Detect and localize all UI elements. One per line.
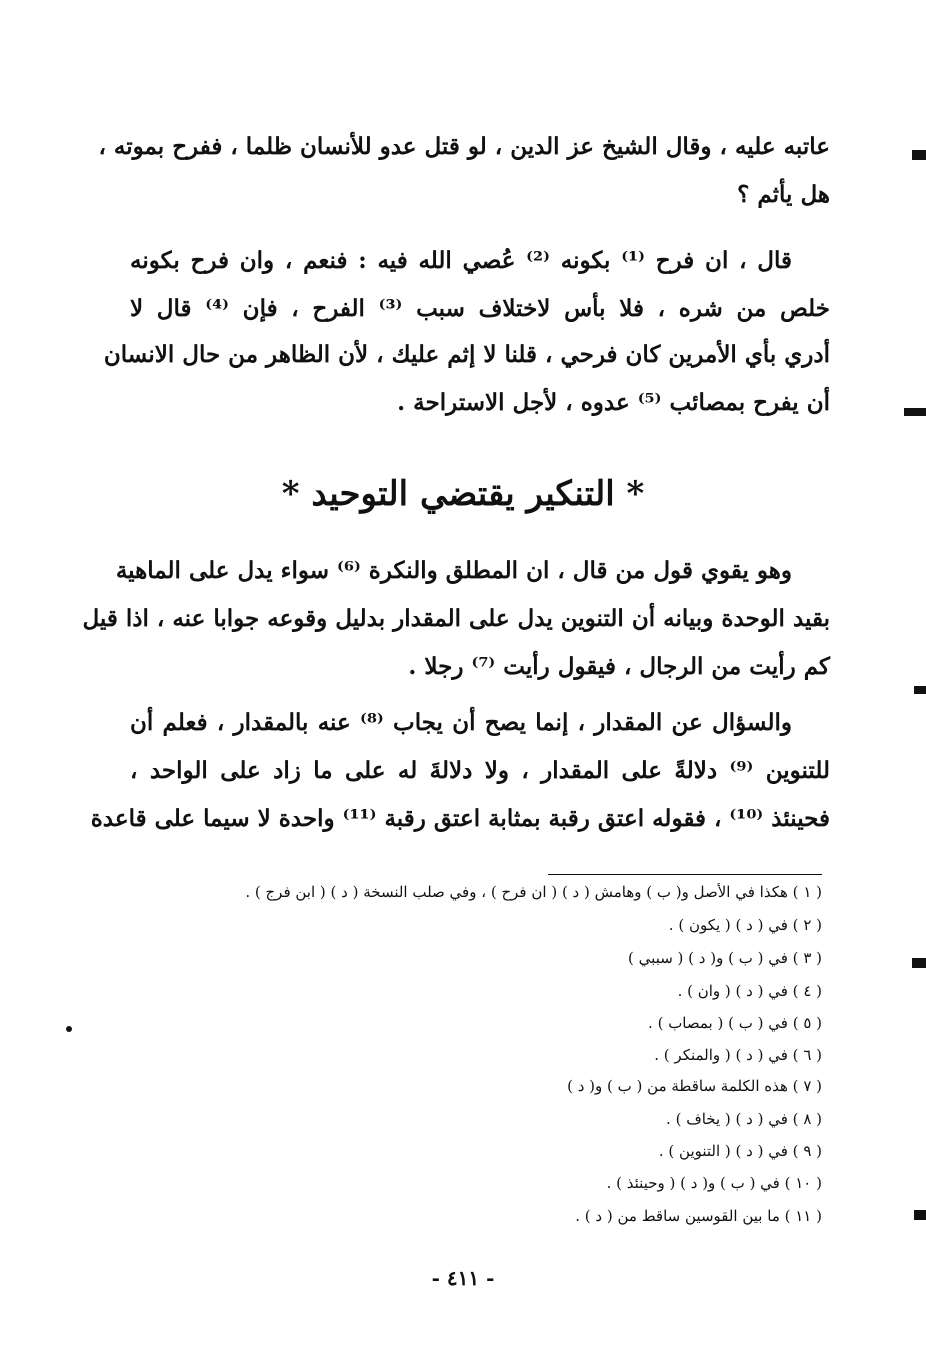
scan-mark: [914, 686, 926, 694]
footnote-2: ( ٢ ) في ( د ) ( يكون ) .: [668, 916, 822, 934]
scan-mark: [914, 1210, 926, 1220]
paragraph-3-line-3: كم رأيت من الرجال ، فيقول رأيت ⁽⁷⁾ رجلا .: [408, 653, 830, 680]
paragraph-4-line-1: والسؤال عن المقدار ، إنما يصح أن يجاب ⁽⁸⁾ عنه بالمقدار ، فعلم أن: [130, 709, 792, 736]
footnote-10: ( ١٠ ) في ( ب ) و( د ) ( وحينئذ ) .: [606, 1174, 822, 1192]
paragraph-3-line-1: وهو يقوي قول من قال ، ان المطلق والنكرة ⁽⁶⁾ سواء يدل على الماهية: [115, 557, 792, 584]
footnote-9: ( ٩ ) في ( د ) ( التنوين ) .: [658, 1142, 822, 1160]
paragraph-2-line-3: أدري بأي الأمرين كان فرحي ، قلنا لا إثم عليك ، لأن الظاهر من حال الانسان: [103, 341, 830, 368]
paragraph-2-line-4: أن يفرح بمصائب ⁽⁵⁾ عدوه ، لأجل الاستراحة .: [397, 389, 830, 416]
footnote-1: ( ١ ) هكذا في الأصل و( ب ) وهامش ( د ) ( ان فرح ) ، وفي صلب النسخة ( د ) ( ابن فرج ) .: [245, 883, 822, 901]
footnote-3: ( ٣ ) في ( ب ) و( د ) ( سببي ): [628, 949, 822, 967]
scan-mark: [66, 1026, 72, 1032]
paragraph-2-line-1: قال ، ان فرح ⁽¹⁾ بكونه ⁽²⁾ عُصي الله فيه : فنعم ، وان فرح بكونه: [130, 247, 792, 274]
scan-mark: [912, 150, 926, 160]
section-heading: * التنكير يقتضي التوحيد *: [281, 474, 645, 514]
footnote-4: ( ٤ ) في ( د ) ( وان ) .: [677, 982, 822, 1000]
paragraph-3-line-2: بقيد الوحدة وبيانه أن التنوين يدل على المقدار بدليل وقوعه جوابا عنه ، اذا قيل: [82, 605, 830, 632]
page-number: - ٤١١ -: [431, 1266, 495, 1290]
footnote-separator: [548, 874, 822, 875]
scan-mark: [912, 958, 926, 968]
footnote-7: ( ٧ ) هذه الكلمة ساقطة من ( ب ) و( د ): [567, 1077, 822, 1095]
paragraph-2-line-2: خلص من شره ، فلا بأس لاختلاف سبب ⁽³⁾ الفرح ، فإن ⁽⁴⁾ قال لا: [130, 295, 830, 322]
footnote-6: ( ٦ ) في ( د ) ( والمنكر ) .: [654, 1046, 822, 1064]
footnote-8: ( ٨ ) في ( د ) ( يخاف ) .: [666, 1110, 822, 1128]
footnote-5: ( ٥ ) في ( ب ) ( بمصاب ) .: [648, 1014, 822, 1032]
paragraph-4-line-2: للتنوين ⁽⁹⁾ دلالةً على المقدار ، ولا دلالةَ له على ما زاد على الواحد ،: [130, 757, 830, 784]
paragraph-4-line-3: فحينئذ ⁽¹⁰⁾ ، فقوله اعتق رقبة بمثابة اعتق رقبة ⁽¹¹⁾ واحدة لا سيما على قاعدة: [90, 805, 830, 832]
paragraph-1-line-2: هل يأثم ؟: [737, 181, 830, 208]
footnote-11: ( ١١ ) ما بين القوسين ساقط من ( د ) .: [575, 1207, 822, 1225]
paragraph-1-line-1: عاتبه عليه ، وقال الشيخ عز الدين ، لو قتل عدو للأنسان ظلما ، ففرح بموته ،: [98, 133, 830, 160]
scan-mark: [904, 408, 926, 416]
